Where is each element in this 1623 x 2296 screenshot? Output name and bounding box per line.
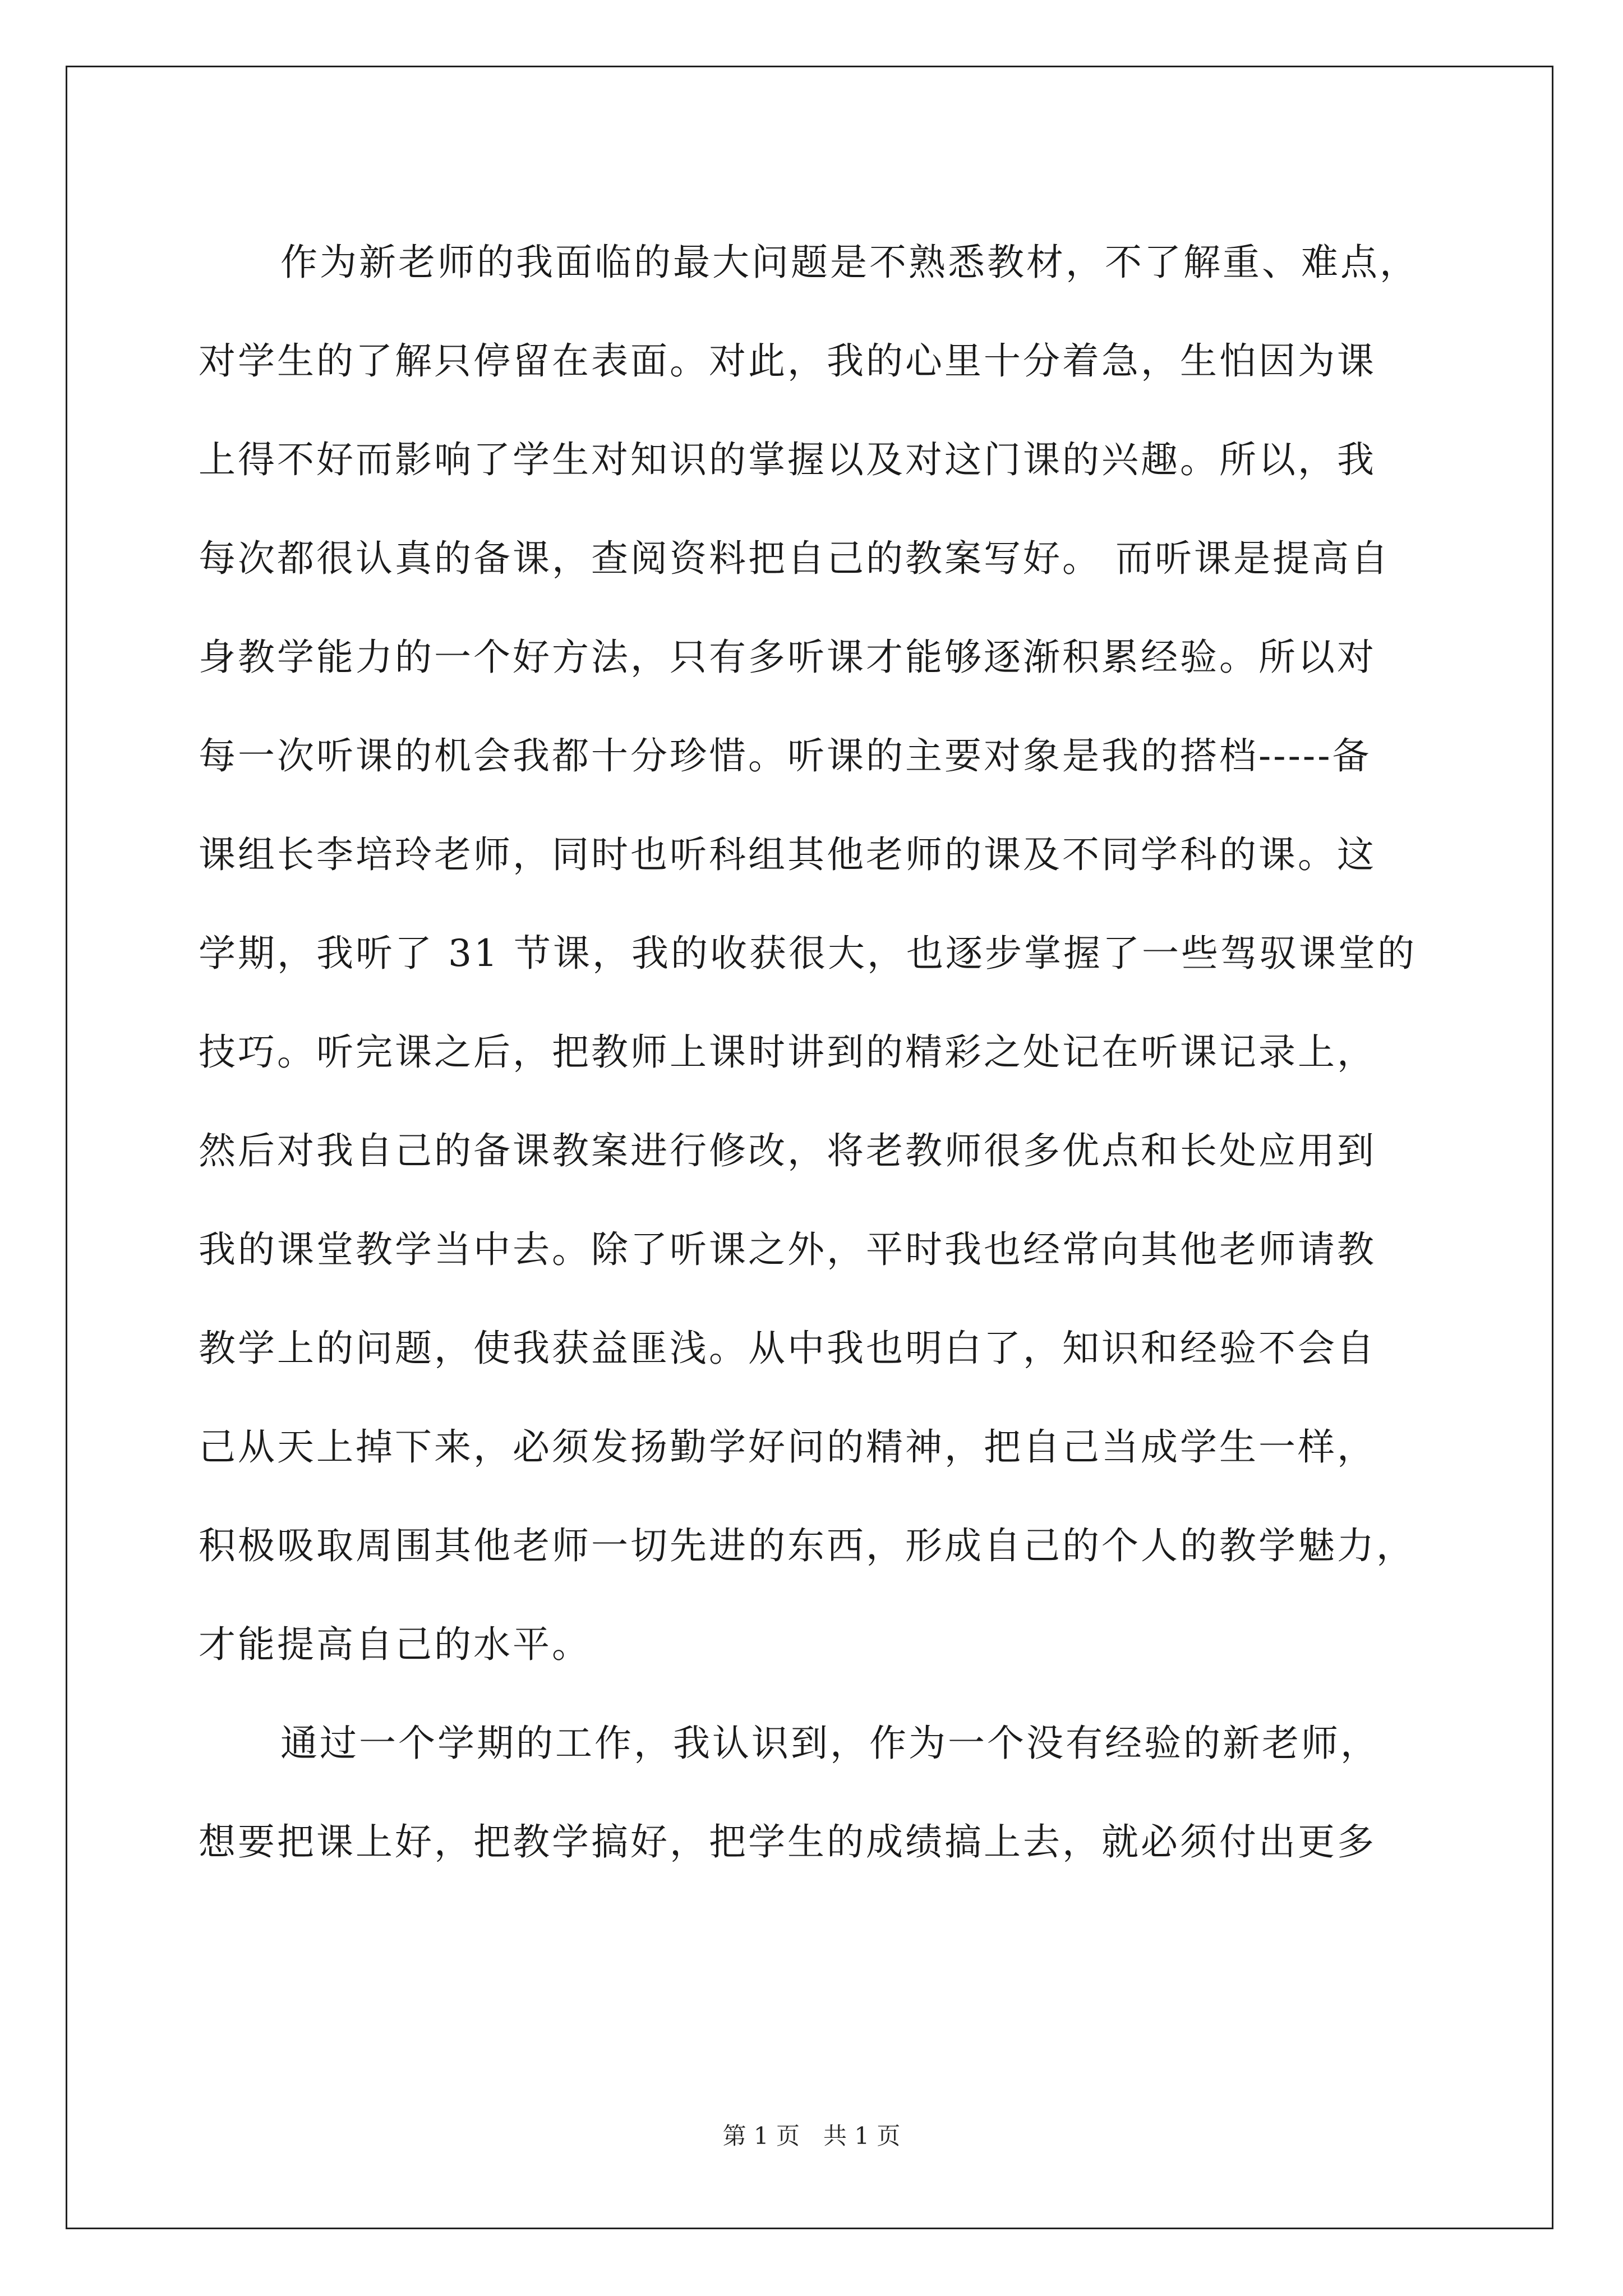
text-line: 通过一个学期的工作，我认识到，作为一个没有经验的新老师， [280,1722,1380,1765]
text-line: 然后对我自己的备课教案进行修改，将老教师很多优点和长处应用到 [199,1129,1376,1172]
text-line: 对学生的了解只停留在表面。对此，我的心里十分着急，生怕因为课 [199,339,1376,383]
text-line: 身教学能力的一个好方法，只有多听课才能够逐渐积累经验。所以对 [199,636,1376,679]
text-line: 己从天上掉下来，必须发扬勤学好问的精神，把自己当成学生一样， [199,1425,1376,1469]
text-line: 教学上的问题，使我获益匪浅。从中我也明白了，知识和经验不会自 [199,1327,1376,1370]
text-line: 课组长李培玲老师，同时也听科组其他老师的课及不同学科的课。这 [199,833,1376,876]
text-line: 上得不好而影响了学生对知识的掌握以及对这门课的兴趣。所以，我 [199,438,1376,481]
text-line: 积极吸取周围其他老师一切先进的东西，形成自己的个人的教学魅力， [199,1524,1415,1567]
text-line: 每次都很认真的备课，查阅资料把自己的教案写好。 而听课是提高自 [199,537,1390,580]
text-line: 技巧。听完课之后，把教师上课时讲到的精彩之处记在听课记录上， [199,1030,1376,1074]
text-line: 我的课堂教学当中去。除了听课之外，平时我也经常向其他老师请教 [199,1228,1376,1271]
text-line: 作为新老师的我面临的最大问题是不熟悉教材，不了解重、难点， [280,241,1419,284]
text-line: 才能提高自己的水平。 [199,1623,591,1666]
document-body [199,213,1426,1892]
text-line: 想要把课上好，把教学搞好，把学生的成绩搞上去，就必须付出更多 [199,1820,1376,1864]
paragraph-1 [199,213,1426,1694]
page-number-footer: 第 1 页 共 1 页 [722,2122,901,2150]
paragraph-2 [199,1694,1426,1892]
text-line: 学期，我听了 31 节课，我的收获很大，也逐步掌握了一些驾驭课堂的 [199,932,1417,975]
text-line: 每一次听课的机会我都十分珍惜。听课的主要对象是我的搭档-----备 [199,734,1372,777]
